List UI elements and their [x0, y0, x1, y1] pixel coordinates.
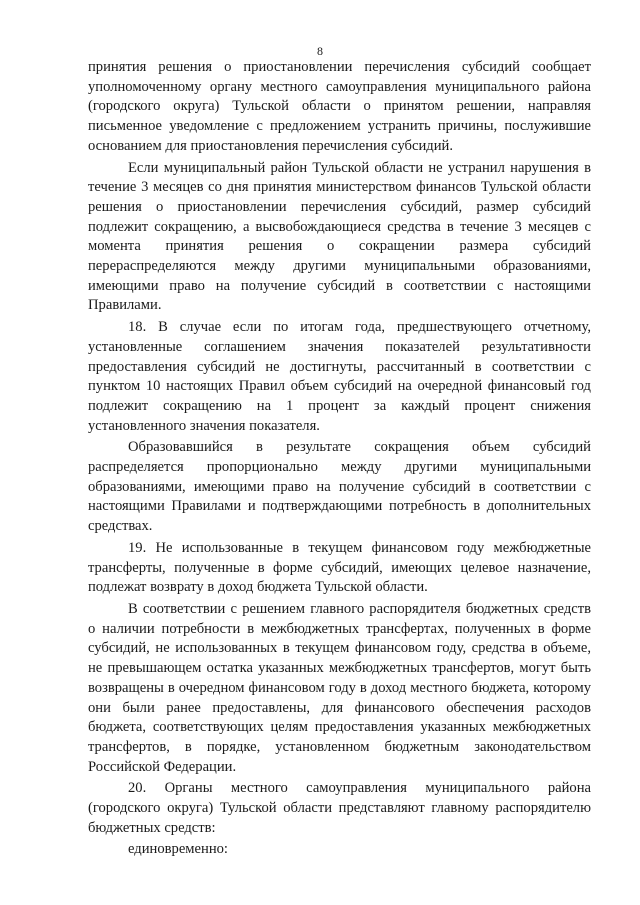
paragraph: Образовавшийся в результате сокращения объем субсидий распределяется пропорционально между другими муниципальными образованиями, имеющими право на получение субсидий в соответствии с настоящими Правилами и подтверждающими потребность в дополнительных средствах. [88, 439, 591, 535]
paragraph-item-18: 18. В случае если по итогам года, предшествующего отчетному, установленные соглашением значения показателей результативности предоставления субсидий не достигнуты, рассчитанный в соответствии с пунктом 10 настоящих Правил объем субсидий на очередной финансовый год подлежит сокращению на 1 процент за каждый процент снижения установленного значения показателя. [88, 319, 591, 434]
paragraph: Если муниципальный район Тульской области не устранил нарушения в течение 3 месяцев со дня принятия министерством финансов Тульской области решения о приостановлении перечисления субсидий, размер субсидий подлежит сокращению, а высвобождающиеся средства в течение 3 месяцев с момента принятия решения о сокращении размера субсидий перераспределяются между другими муниципальными образованиями, имеющими право на получение субсидий в соответствии с настоящими Правилами. [88, 159, 591, 314]
paragraph-item-19: 19. Не использованные в текущем финансовом году межбюджетные трансферты, полученные в форме субсидий, имеющих целевое назначение, подлежат возврату в доход бюджета Тульской области. [88, 539, 591, 596]
paragraph-item-20: 20. Органы местного самоуправления муниципального района (городского округа) Тульской области представляют главному распорядителю бюджетных средств: [88, 780, 591, 836]
paragraph: единовременно: [128, 841, 228, 858]
paragraph: В соответствии с решением главного распорядителя бюджетных средств о наличии потребности в межбюджетных трансфертах, полученных в форме субсидий, не использованных в текущем финансовом году, средства в объеме, не превышающем остатка указанных межбюджетных трансфертов, могут быть возвращены в очередном финансовом году в доход местного бюджета, которому они были ранее предоставлены, для финансового обеспечения расходов бюджета, соответствующих целям предоставления указанных межбюджетных трансфертов, в порядке, установленном бюджетным законодательством Российской Федерации. [88, 600, 591, 775]
page-number: 8 [317, 44, 323, 58]
paragraph-continuation: принятия решения о приостановлении перечисления субсидий сообщает уполномоченному органу местного самоуправления муниципального района (городского округа) Тульской области о принятом решении, направляя письменное уведомление с предложением устранить причины, послужившие основанием для приостановления перечисления субсидий. [88, 59, 591, 154]
document-body [88, 58, 591, 860]
